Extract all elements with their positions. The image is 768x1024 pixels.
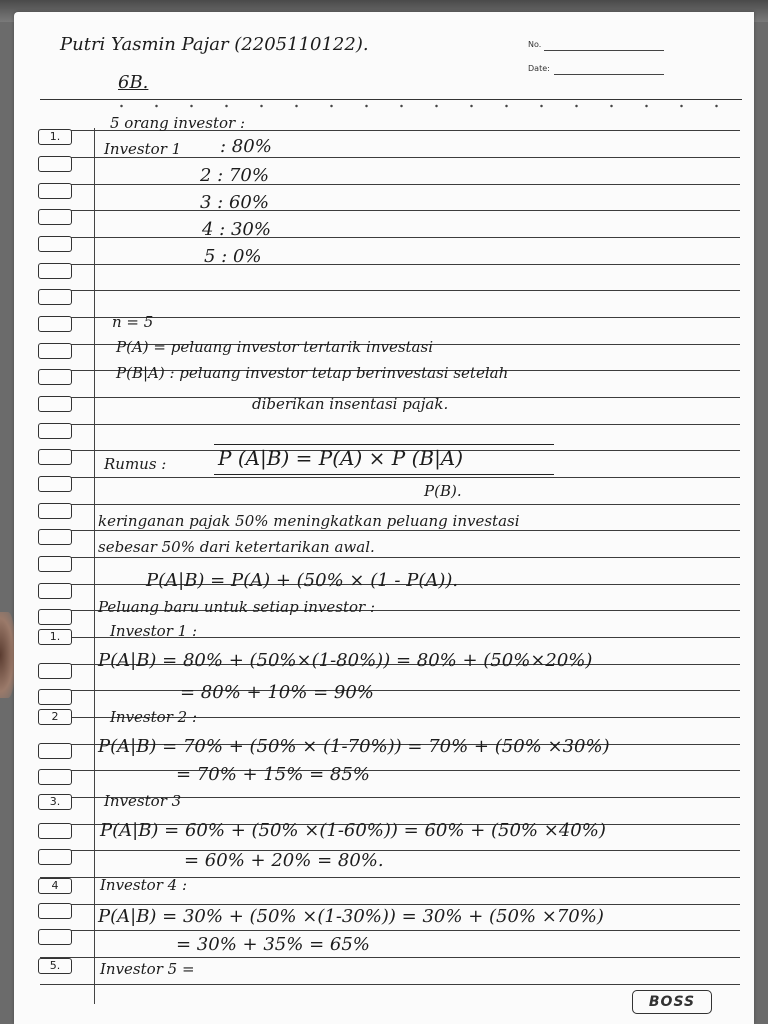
ruled-line xyxy=(40,850,740,851)
handwriting-line: = 60% + 20% = 80%. xyxy=(184,850,384,871)
handwriting-line: = 70% + 15% = 85% xyxy=(176,764,370,785)
date-field-line xyxy=(554,74,664,75)
checkbox[interactable] xyxy=(38,156,72,172)
handwriting-line: P(A|B) = 70% + (50% × (1-70%)) = 70% + (50% ×30%) xyxy=(98,736,610,757)
checkbox[interactable] xyxy=(38,183,72,199)
handwriting-line: diberikan insentasi pajak. xyxy=(252,395,449,413)
ruled-line xyxy=(40,424,740,425)
handwriting-line: Investor 1 xyxy=(104,140,182,158)
ruled-line xyxy=(40,984,740,985)
brand-logo: BOSS xyxy=(632,990,712,1014)
checkbox[interactable] xyxy=(38,289,72,305)
checkbox[interactable] xyxy=(38,503,72,519)
class-label: 6B. xyxy=(118,72,149,93)
checkbox[interactable] xyxy=(38,823,72,839)
checkbox[interactable] xyxy=(38,929,72,945)
fraction-bar xyxy=(214,474,554,475)
handwriting-line: Investor 2 : xyxy=(110,708,197,726)
checkbox[interactable] xyxy=(38,743,72,759)
checkbox[interactable] xyxy=(38,663,72,679)
handwriting-line: P(B). xyxy=(424,482,462,500)
handwriting-line: P(A|B) = 80% + (50%×(1-80%)) = 80% + (50%×20%) xyxy=(98,650,593,671)
handwriting-line: 3 : 60% xyxy=(200,192,269,213)
checkbox[interactable] xyxy=(38,236,72,252)
handwriting-line: : 80% xyxy=(220,136,272,157)
ruled-line xyxy=(40,477,740,478)
checkbox[interactable] xyxy=(38,583,72,599)
checkbox[interactable] xyxy=(38,263,72,279)
handwriting-line: P(A) = peluang investor tertarik investasi xyxy=(116,338,433,356)
checkbox[interactable]: 5. xyxy=(38,958,72,974)
checkbox[interactable] xyxy=(38,369,72,385)
checkbox[interactable]: 1. xyxy=(38,129,72,145)
checkbox[interactable] xyxy=(38,609,72,625)
ruled-line xyxy=(40,237,740,238)
handwriting-line: Investor 1 : xyxy=(110,622,197,640)
header-rule xyxy=(40,99,742,100)
handwriting-line: 4 : 30% xyxy=(202,219,271,240)
notebook-page xyxy=(14,12,754,1024)
checkbox[interactable] xyxy=(38,769,72,785)
handwriting-line: 5 : 0% xyxy=(204,246,262,267)
ruled-line xyxy=(40,770,740,771)
ruled-line xyxy=(40,557,740,558)
handwriting-line: sebesar 50% dari ketertarikan awal. xyxy=(98,538,375,556)
date-field-label: Date: xyxy=(528,64,550,73)
checkbox[interactable] xyxy=(38,556,72,572)
handwriting-line: Investor 5 = xyxy=(100,960,195,978)
checkbox[interactable] xyxy=(38,209,72,225)
handwriting-line: P(B|A) : peluang investor tetap berinvestasi setelah xyxy=(116,364,509,382)
header-dot-row xyxy=(104,104,734,108)
handwriting-line: P (A|B) = P(A) × P (B|A) xyxy=(218,446,464,470)
checkbox[interactable] xyxy=(38,849,72,865)
ruled-line xyxy=(40,504,740,505)
no-field-line xyxy=(544,50,664,51)
ruled-line xyxy=(40,184,740,185)
ruled-line xyxy=(40,530,740,531)
checkbox[interactable] xyxy=(38,476,72,492)
checkbox[interactable]: 1. xyxy=(38,629,72,645)
checkbox[interactable]: 2 xyxy=(38,709,72,725)
formula-overline xyxy=(214,444,554,445)
handwriting-line: = 80% + 10% = 90% xyxy=(180,682,374,703)
checkbox[interactable] xyxy=(38,423,72,439)
checkbox[interactable] xyxy=(38,449,72,465)
handwriting-line: P(A|B) = P(A) + (50% × (1 - P(A)). xyxy=(146,570,459,591)
handwriting-line: n = 5 xyxy=(112,313,154,331)
ruled-line xyxy=(40,957,740,958)
ruled-line xyxy=(40,264,740,265)
handwriting-line: Investor 3 xyxy=(104,792,182,810)
handwriting-line: keringanan pajak 50% meningkatkan peluang investasi xyxy=(98,512,520,530)
checkbox[interactable]: 3. xyxy=(38,794,72,810)
ruled-line xyxy=(40,210,740,211)
no-field-label: No. xyxy=(528,40,542,49)
handwriting-line: 5 orang investor : xyxy=(110,114,246,132)
ruled-line xyxy=(40,904,740,905)
ruled-line xyxy=(40,930,740,931)
handwriting-line: 2 : 70% xyxy=(200,165,269,186)
checkbox[interactable] xyxy=(38,316,72,332)
handwriting-line: Peluang baru untuk setiap investor : xyxy=(98,598,376,616)
checkbox[interactable] xyxy=(38,689,72,705)
checkbox[interactable]: 4 xyxy=(38,878,72,894)
checkbox[interactable] xyxy=(38,529,72,545)
ruled-line xyxy=(40,690,740,691)
handwriting-line: = 30% + 35% = 65% xyxy=(176,934,370,955)
handwriting-line: P(A|B) = 30% + (50% ×(1-30%)) = 30% + (50% ×70%) xyxy=(98,906,604,927)
margin-line xyxy=(94,128,95,1004)
handwriting-line: Rumus : xyxy=(104,455,167,473)
checkbox[interactable] xyxy=(38,903,72,919)
handwriting-line: P(A|B) = 60% + (50% ×(1-60%)) = 60% + (50% ×40%) xyxy=(100,820,606,841)
ruled-line xyxy=(40,290,740,291)
checkbox[interactable] xyxy=(38,396,72,412)
author-name: Putri Yasmin Pajar (2205110122). xyxy=(60,34,369,55)
checkbox[interactable] xyxy=(38,343,72,359)
handwriting-line: Investor 4 : xyxy=(100,876,187,894)
